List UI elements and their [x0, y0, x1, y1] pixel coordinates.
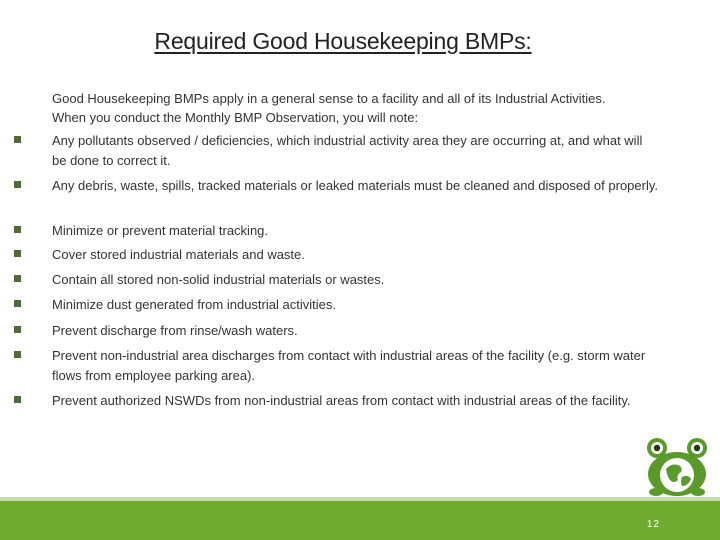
intro-text: Good Housekeeping BMPs apply in a general sense to a facility and all of its Industrial Activities. When you conduct the Monthly BMP Observation, you will note:: [52, 91, 606, 125]
square-bullet-icon: [14, 181, 21, 188]
bullet-text: Minimize dust generated from industrial activities.: [52, 297, 336, 312]
bullet-item: [52, 270, 658, 290]
page-number: 12: [646, 519, 660, 530]
frog-globe-logo-icon: [636, 436, 716, 498]
bullet-item: [52, 346, 658, 386]
bullet-item: [52, 321, 658, 341]
bullet-text: Prevent authorized NSWDs from non-industrial areas from contact with industrial areas of the facility.: [52, 393, 631, 408]
bullet-text: Prevent discharge from rinse/wash waters.: [52, 323, 298, 338]
bullet-item: [52, 176, 658, 196]
square-bullet-icon: [14, 275, 21, 282]
footer-bar: [0, 497, 720, 540]
square-bullet-icon: [14, 250, 21, 257]
bullet-text: Minimize or prevent material tracking.: [52, 223, 269, 238]
bullet-item: [52, 295, 658, 315]
bullet-text: Contain all stored non-solid industrial materials or wastes.: [52, 272, 385, 287]
square-bullet-icon: [14, 351, 21, 358]
bullet-item: [52, 391, 658, 411]
bullet-text: Prevent non-industrial area discharges from contact with industrial areas of the facility (e.g. storm water flows from employee parking area).: [52, 348, 646, 383]
square-bullet-icon: [14, 326, 21, 333]
square-bullet-icon: [14, 226, 21, 233]
bullet-item: [52, 221, 658, 241]
square-bullet-icon: [14, 300, 21, 307]
square-bullet-icon: [14, 136, 21, 143]
bullet-item: [52, 131, 658, 171]
square-bullet-icon: [14, 396, 21, 403]
bullet-text: Any debris, waste, spills, tracked materials or leaked materials must be cleaned and disposed of properly.: [52, 178, 658, 193]
bullet-item: [52, 245, 658, 265]
bullet-text: Cover stored industrial materials and waste.: [52, 247, 305, 262]
slide-title: Required Good Housekeeping BMPs:: [154, 28, 532, 54]
bullet-text: Any pollutants observed / deficiencies, which industrial activity area they are occurring at, and what will be done to correct it.: [52, 133, 643, 168]
